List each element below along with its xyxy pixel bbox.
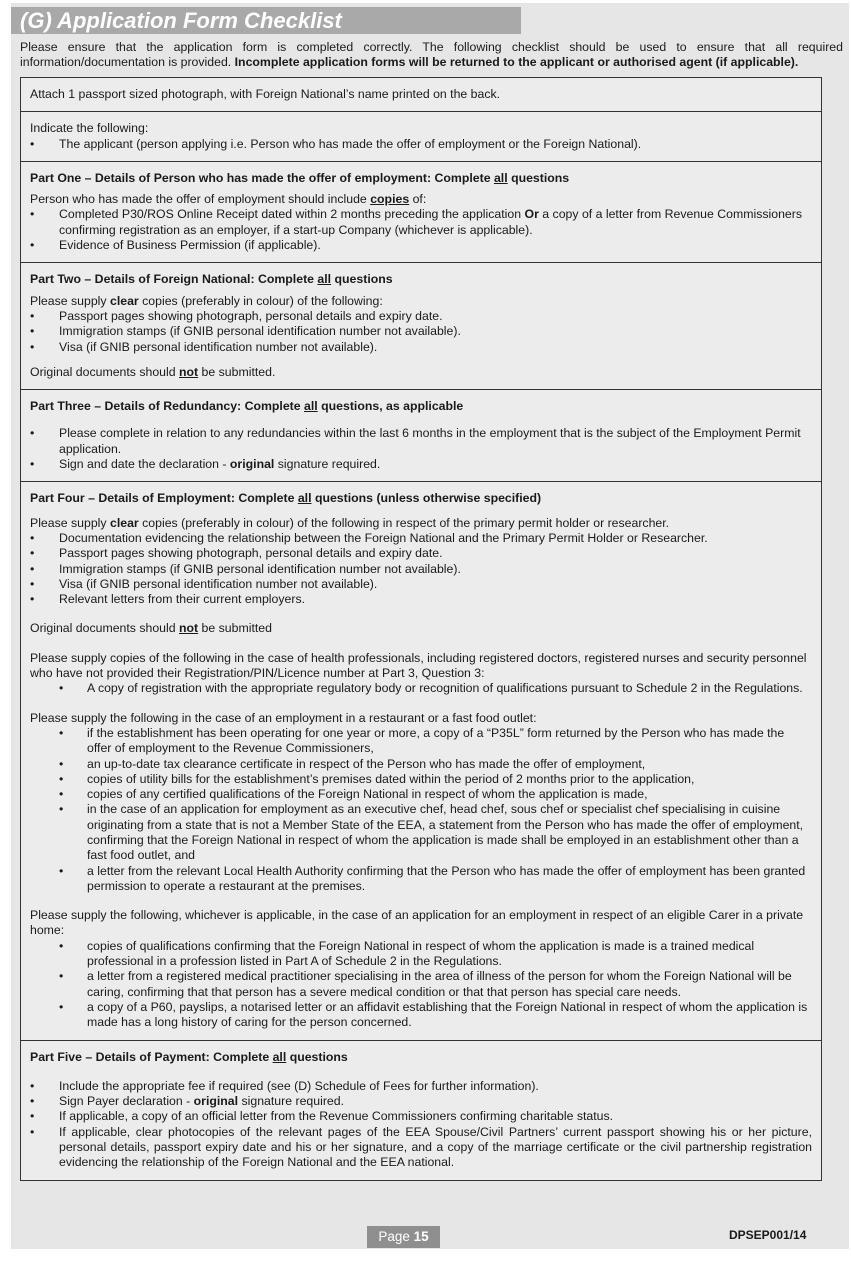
intro-warning: Incomplete application forms will be returned to the applicant or authorised agent (if applicable). [234, 55, 799, 69]
list-item: • Visa (if GNIB personal identification number not available). [30, 577, 812, 592]
part-four-lead: Please supply clear copies (preferably in colour) of the following in respect of the primary permit holder or researcher. [30, 515, 670, 530]
part-five-heading: Part Five – Details of Payment: Complete all questions [30, 1049, 348, 1064]
health-professionals-lead: Please supply copies of the following in the case of health professionals, including registered doctors, registered nurses and security personnel who have not provided their Registration/PIN/Licence number at Part 3, Question 3: [30, 650, 807, 681]
list-item: • in the case of an application for employment as an executive chef, head chef, sous chef or specialist chef specialising in cuisine originating from a state that is not a Member State of the EEA, a statement from the Person who has made the offer of employment, confirming that the Foreign National in respect of whom the application is made shall be employed in an establishment other than a fast food outlet, and [30, 802, 812, 863]
part-two-heading: Part Two – Details of Foreign National: Complete all questions [30, 272, 393, 287]
list-item: • A copy of registration with the appropriate regulatory body or recognition of qualifications pursuant to Schedule 2 in the Regulations. [30, 681, 812, 696]
part-two-note: Original documents should not be submitted. [30, 364, 276, 379]
section-part-one [21, 161, 821, 262]
list-item: • Passport pages showing photograph, personal details and expiry date. [30, 309, 812, 324]
list-item: • Documentation evidencing the relationship between the Foreign National and the Primary Permit Holder or Researcher. [30, 531, 812, 546]
part-one-heading: Part One – Details of Person who has made the offer of employment: Complete all questions [30, 170, 570, 185]
page-label: Page [378, 1229, 410, 1244]
page-title: (G) Application Form Checklist [20, 8, 342, 33]
carer-lead: Please supply the following, whichever is applicable, in the case of an application for an employment in respect of an eligible Carer in a private home: [30, 908, 804, 938]
list-item: • Immigration stamps (if GNIB personal identification number not available). [30, 562, 812, 577]
list-item: • Include the appropriate fee if required (see (D) Schedule of Fees for further information). [30, 1079, 812, 1094]
indicate-lead: Indicate the following: [30, 121, 149, 136]
part-four-heading: Part Four – Details of Employment: Complete all questions (unless otherwise specified) [30, 491, 542, 506]
intro-text: Please ensure that the application form is completed correctly. The following checklist should be used to ensure that all required information/documentation is provided. [20, 40, 843, 69]
list-item: • Immigration stamps (if GNIB personal identification number not available). [30, 324, 812, 339]
list-item: • If applicable, clear photocopies of the relevant pages of the EEA Spouse/Civil Partners’ current passport showing his or her picture, personal details, passport expiry date and his or her signature, and a copy of the marriage certificate or the civil partnership registration evidencing the relationship of the Foreign National and the EEA national. [30, 1125, 812, 1171]
part-three-heading: Part Three – Details of Redundancy: Complete all questions, as applicable [30, 399, 464, 414]
section-part-five [21, 1040, 821, 1180]
section-part-three [21, 389, 821, 481]
list-item: • a letter from the relevant Local Health Authority confirming that the Person who has made the offer of employment has been granted permission to operate a restaurant at the premises. [30, 864, 812, 895]
list-item: • Relevant letters from their current employers. [30, 592, 812, 607]
list-item: • a letter from a registered medical practitioner specialising in the area of illness of the person for whom the Foreign National will be caring, confirming that that person has a severe medical condition or that that person has special care needs. [30, 969, 812, 1000]
section-photograph [21, 78, 821, 111]
page-number-badge [367, 1226, 440, 1248]
list-item: • if the establishment has been operating for one year or more, a copy of a “P35L” form returned by the Person who has made the offer of employment to the Revenue Commissioners, [30, 726, 812, 757]
list-item: • Visa (if GNIB personal identification number not available). [30, 340, 812, 355]
list-item: • copies of qualifications confirming that the Foreign National in respect of whom the application is made is a trained medical professional in a profession listed in Part A of Schedule 2 in the Regulations. [30, 939, 812, 970]
list-item: • copies of any certified qualifications of the Foreign National in respect of whom the application is made, [30, 787, 812, 802]
list-item: • If applicable, a copy of an official letter from the Revenue Commissioners confirming charitable status. [30, 1109, 812, 1124]
list-item: • copies of utility bills for the establishment’s premises dated within the period of 2 months prior to the application, [30, 772, 812, 787]
part-four-note: Original documents should not be submitted [30, 621, 272, 636]
title-bar [11, 7, 521, 34]
list-item: • Passport pages showing photograph, personal details and expiry date. [30, 546, 812, 561]
section-indicate [21, 111, 821, 161]
page-number: 15 [413, 1229, 429, 1244]
list-item: • The applicant (person applying i.e. Person who has made the offer of employment or the Foreign National). [30, 137, 812, 152]
list-item: • Sign and date the declaration - original signature required. [30, 457, 812, 472]
section-part-four [21, 481, 821, 1039]
document-code: DPSEP001/14 [729, 1228, 807, 1242]
checklist-table [20, 77, 822, 1181]
photo-instruction: Attach 1 passport sized photograph, with Foreign National’s name printed on the back. [30, 87, 501, 101]
list-item: • Sign Payer declaration - original signature required. [30, 1094, 812, 1109]
part-one-lead: Person who has made the offer of employment should include copies of: [30, 192, 427, 207]
list-item: • Evidence of Business Permission (if applicable). [30, 238, 812, 253]
restaurant-lead: Please supply the following in the case of an employment in a restaurant or a fast food outlet: [30, 710, 537, 725]
list-item: • a copy of a P60, payslips, a notarised letter or an affidavit establishing that the Foreign National in respect of whom the application is made has a long history of caring for the person concerned. [30, 1000, 812, 1031]
part-two-lead: Please supply clear copies (preferably in colour) of the following: [30, 293, 383, 308]
list-item: • Completed P30/ROS Online Receipt dated within 2 months preceding the application Or a copy of a letter from Revenue Commissioners confirming registration as an employer, if a start-up Company (whichever is applicable). [30, 207, 812, 238]
intro-paragraph [20, 40, 843, 70]
section-part-two [21, 262, 821, 389]
list-item: • Please complete in relation to any redundancies within the last 6 months in the employment that is the subject of the Employment Permit application. [30, 426, 812, 457]
list-item: • an up-to-date tax clearance certificate in respect of the Person who has made the offer of employment, [30, 757, 812, 772]
